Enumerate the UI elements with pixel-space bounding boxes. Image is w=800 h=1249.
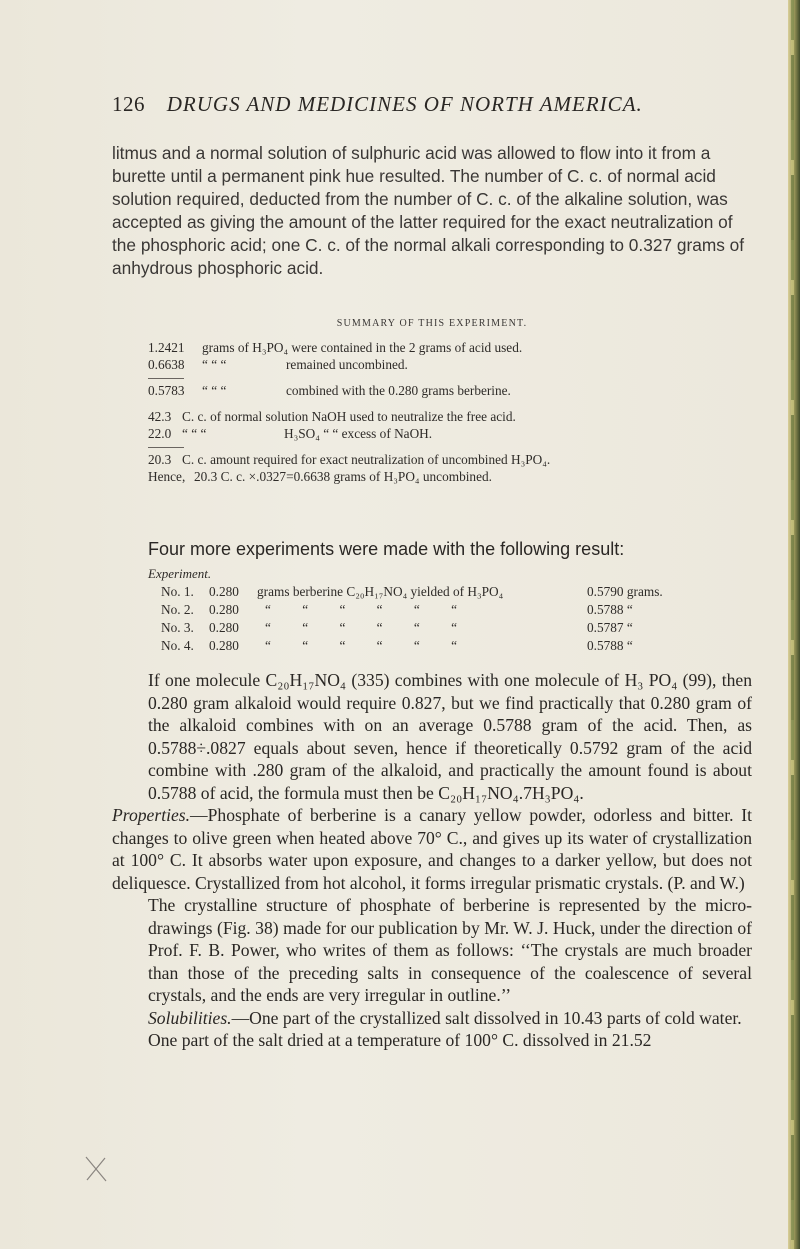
solubilities-paragraph [112, 1007, 752, 1030]
summary-value: 0.6638 [148, 357, 185, 372]
solubilities-text: —One part of the crystallized salt dissolved in 10.43 parts of cold water. [231, 1007, 742, 1028]
summary-line [148, 340, 523, 356]
experiment-no: No. 1. [161, 584, 194, 599]
summary-value: 0.5783 [148, 383, 185, 398]
properties-paragraph [112, 804, 752, 894]
summary-text: remained uncombined. [286, 357, 408, 372]
experiment-result: 0.5790 grams. [587, 584, 663, 599]
summary-value: Hence, [148, 469, 186, 484]
page-number: 126 [112, 92, 145, 116]
summary-text: combined with the 0.280 grams berberine. [286, 383, 511, 398]
summary-text: grams of H₃PO₄ were contained in the 2 grams of acid used. [202, 340, 523, 355]
summary-value: 22.0 [148, 426, 172, 441]
experiment-result: 0.5788 “ [587, 638, 633, 653]
summary-rule [148, 378, 184, 379]
experiment-amount: 0.280 [209, 602, 239, 617]
summary-heading: SUMMARY OF THIS EXPERIMENT. [336, 318, 528, 329]
formula-paragraph [112, 669, 752, 1052]
experiment-desc: “ “ “ “ “ “ [265, 620, 458, 635]
summary-text: C. c. of normal solution NaOH used to neutralize the free acid. [182, 409, 516, 424]
experiment-result: 0.5788 “ [587, 602, 633, 617]
formula-text: If one molecule C₂₀H₁₇NO₄ (335) combines with one molecule of H₃ PO₄ (99), then 0.280 gram alkaloid would require 0.827, but we find practically that 0.280 gram of the alkaloid combines with on an average 0.5788 gram of the acid. Then, as 0.5788÷.0827 equals about seven, hence if theoretically 0.5792 gram of the acid combine with .280 gram of the alkaloid, and practically the amount found is about 0.5788 of acid, the formula must then be C₂₀H₁₇NO₄.7H₃PO₄. [148, 670, 752, 803]
experiment-desc: grams berberine C₂₀H₁₇NO₄ yielded of H₃PO₄ [257, 584, 504, 599]
summary-value: 42.3 [148, 409, 172, 424]
summary-ditto: “ “ “ [182, 426, 207, 441]
summary-line [148, 469, 492, 485]
summary-text: C. c. amount required for exact neutralization of uncombined H₃PO₄. [182, 452, 551, 467]
experiment-no: No. 2. [161, 602, 194, 617]
summary-line [148, 452, 551, 468]
intro-paragraph: litmus and a normal solution of sulphuric acid was allowed to flow into it from a burette until a permanent pink hue resulted. The number of C. c. of normal acid solution required, deducted from the number of C. c. of the alkaline solution, was accepted as giving the amount of the latter required for the exact neutralization of the phosphoric acid; one C. c. of the normal alkali corresponding to 0.327 grams of anhydrous phosphoric acid. [112, 143, 745, 278]
experiment-desc: “ “ “ “ “ “ [265, 638, 458, 653]
experiment-desc: “ “ “ “ “ “ [265, 602, 458, 617]
experiment-amount: 0.280 [209, 584, 239, 599]
pencil-x-mark-icon [84, 1155, 108, 1183]
summary-rule [148, 447, 184, 448]
summary-line [148, 426, 433, 442]
solubilities-label: Solubilities. [148, 1007, 232, 1028]
running-header [112, 92, 712, 117]
properties-text: —Phosphate of berberine is a canary yellow powder, odorless and bitter. It changes to olive green when heated above 70° C., and gives up its water of crystallization at 100° C. It absorbs water upon exposure, and changes to a darker yellow, but does not deliquesce. Crystallized from hot alcohol, it forms irregular prismatic crystals. (P. and W.) [112, 805, 752, 893]
summary-ditto: “ “ “ [202, 357, 227, 372]
crystal-paragraph: The crystalline structure of phosphate of berberine is represented by the micro-drawings (Fig. 38) made for our publication by Mr. W. J. Huck, under the direction of Prof. F. B. Power, who writes of them as follows: ‘‘The crystals are much broader than those of the preceding salts in consequence of the coalescence of several crystals, and the ends are very irregular in outline.’’ [148, 895, 752, 1005]
summary-line [148, 409, 516, 425]
experiment-amount: 0.280 [209, 638, 239, 653]
page-edge [788, 0, 800, 1249]
lead-sentence: Four more experiments were made with the following result: [148, 539, 625, 559]
experiment-amount: 0.280 [209, 620, 239, 635]
summary-value: 20.3 [148, 452, 172, 467]
summary-value: 1.2421 [148, 340, 185, 355]
running-title: DRUGS AND MEDICINES OF NORTH AMERICA. [166, 92, 643, 116]
summary-text: H₃SO₄ “ “ excess of NaOH. [284, 426, 433, 441]
properties-label: Properties. [112, 805, 191, 825]
summary-text: 20.3 C. c. ×.0327=0.6638 grams of H₃PO₄ uncombined. [194, 469, 492, 484]
last-line: One part of the salt dried at a temperature of 100° C. dissolved in 21.52 [148, 1030, 652, 1050]
summary-ditto: “ “ “ [202, 383, 227, 398]
experiment-result: 0.5787 “ [587, 620, 633, 635]
experiment-no: No. 4. [161, 638, 194, 653]
experiment-heading: Experiment. [148, 566, 212, 581]
summary-line [148, 357, 408, 373]
experiment-no: No. 3. [161, 620, 194, 635]
summary-line [148, 383, 511, 399]
